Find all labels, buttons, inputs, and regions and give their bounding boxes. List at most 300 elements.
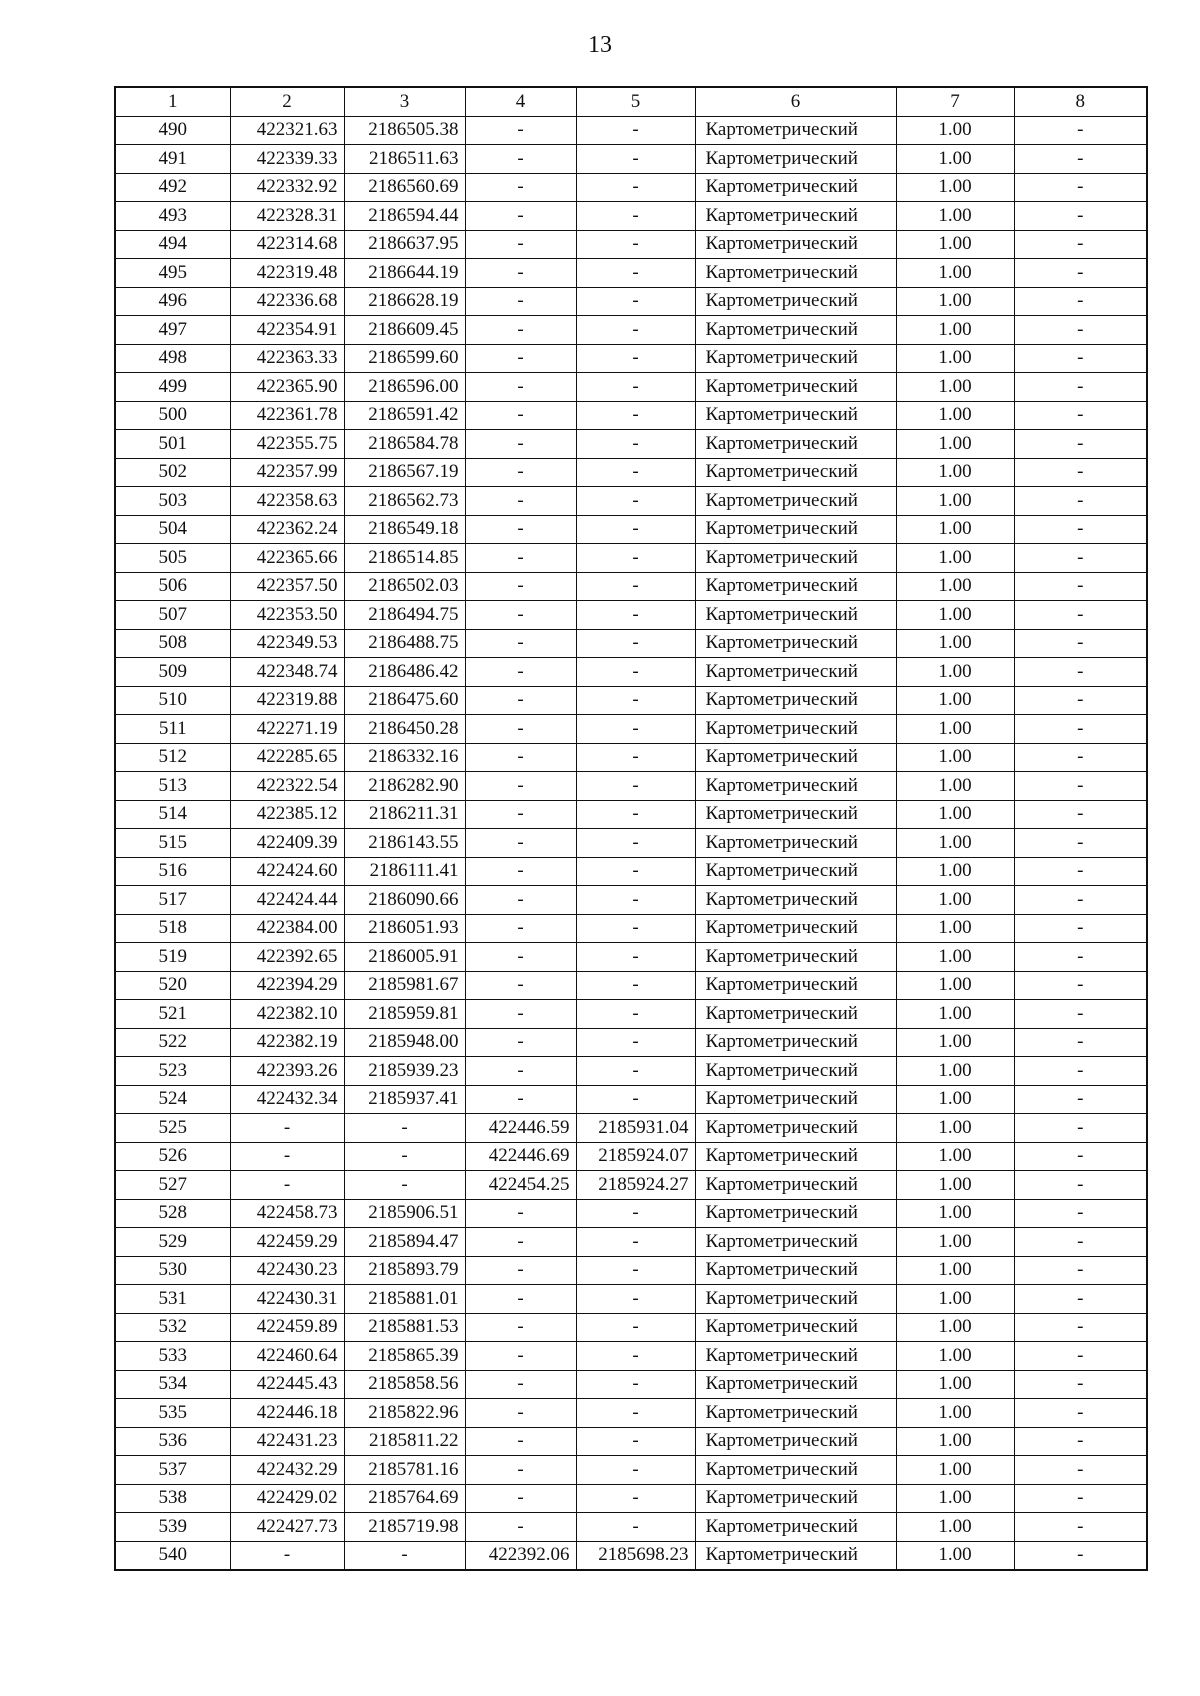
cell-x-coordinate: 422363.33 <box>230 344 344 373</box>
cell-y-coordinate-alt: - <box>576 1370 695 1399</box>
cell-accuracy: 1.00 <box>896 1484 1014 1513</box>
cell-method: Картометрический <box>695 1085 896 1114</box>
cell-point-number: 507 <box>115 601 230 630</box>
cell-point-number: 522 <box>115 1028 230 1057</box>
cell-y-coordinate: 2185981.67 <box>344 971 465 1000</box>
cell-accuracy: 1.00 <box>896 1427 1014 1456</box>
cell-note: - <box>1014 800 1147 829</box>
cell-y-coordinate-alt: - <box>576 886 695 915</box>
cell-point-number: 534 <box>115 1370 230 1399</box>
table-row <box>115 886 1147 915</box>
cell-x-coordinate: 422458.73 <box>230 1199 344 1228</box>
cell-accuracy: 1.00 <box>896 715 1014 744</box>
cell-y-coordinate: 2186584.78 <box>344 430 465 459</box>
cell-accuracy: 1.00 <box>896 1399 1014 1428</box>
table-row <box>115 629 1147 658</box>
cell-accuracy: 1.00 <box>896 1114 1014 1143</box>
cell-accuracy: 1.00 <box>896 344 1014 373</box>
cell-point-number: 524 <box>115 1085 230 1114</box>
cell-x-coordinate-alt: - <box>465 686 576 715</box>
cell-x-coordinate: 422459.29 <box>230 1228 344 1257</box>
column-header-2: 2 <box>230 87 344 116</box>
cell-method: Картометрический <box>695 857 896 886</box>
cell-point-number: 533 <box>115 1342 230 1371</box>
cell-accuracy: 1.00 <box>896 373 1014 402</box>
cell-method: Картометрический <box>695 1370 896 1399</box>
cell-method: Картометрический <box>695 1427 896 1456</box>
cell-point-number: 521 <box>115 1000 230 1029</box>
cell-x-coordinate: 422332.92 <box>230 173 344 202</box>
cell-x-coordinate: - <box>230 1142 344 1171</box>
cell-point-number: 530 <box>115 1256 230 1285</box>
cell-x-coordinate-alt: - <box>465 401 576 430</box>
cell-x-coordinate: 422446.18 <box>230 1399 344 1428</box>
cell-y-coordinate-alt: - <box>576 715 695 744</box>
cell-x-coordinate: 422460.64 <box>230 1342 344 1371</box>
cell-method: Картометрический <box>695 914 896 943</box>
cell-point-number: 517 <box>115 886 230 915</box>
table-row <box>115 344 1147 373</box>
cell-x-coordinate: 422384.00 <box>230 914 344 943</box>
cell-x-coordinate: 422393.26 <box>230 1057 344 1086</box>
cell-x-coordinate-alt: - <box>465 1427 576 1456</box>
cell-method: Картометрический <box>695 971 896 1000</box>
table-row <box>115 1114 1147 1143</box>
cell-method: Картометрический <box>695 202 896 231</box>
table-row <box>115 1028 1147 1057</box>
cell-accuracy: 1.00 <box>896 686 1014 715</box>
cell-method: Картометрический <box>695 344 896 373</box>
cell-y-coordinate-alt: - <box>576 686 695 715</box>
cell-x-coordinate-alt: - <box>465 259 576 288</box>
cell-point-number: 498 <box>115 344 230 373</box>
cell-accuracy: 1.00 <box>896 1513 1014 1542</box>
table-header <box>115 87 1147 116</box>
cell-accuracy: 1.00 <box>896 1057 1014 1086</box>
cell-accuracy: 1.00 <box>896 1000 1014 1029</box>
cell-accuracy: 1.00 <box>896 544 1014 573</box>
header-row <box>115 87 1147 116</box>
table-row <box>115 572 1147 601</box>
cell-note: - <box>1014 1085 1147 1114</box>
cell-y-coordinate: 2186111.41 <box>344 857 465 886</box>
cell-note: - <box>1014 1370 1147 1399</box>
cell-accuracy: 1.00 <box>896 259 1014 288</box>
cell-note: - <box>1014 658 1147 687</box>
cell-x-coordinate-alt: - <box>465 772 576 801</box>
cell-x-coordinate: 422322.54 <box>230 772 344 801</box>
cell-note: - <box>1014 601 1147 630</box>
cell-x-coordinate: 422424.44 <box>230 886 344 915</box>
table-row <box>115 743 1147 772</box>
cell-y-coordinate: 2186644.19 <box>344 259 465 288</box>
cell-y-coordinate-alt: - <box>576 629 695 658</box>
cell-x-coordinate: 422336.68 <box>230 287 344 316</box>
cell-note: - <box>1014 1199 1147 1228</box>
cell-note: - <box>1014 230 1147 259</box>
cell-y-coordinate: 2186514.85 <box>344 544 465 573</box>
cell-note: - <box>1014 344 1147 373</box>
cell-y-coordinate-alt: - <box>576 430 695 459</box>
cell-note: - <box>1014 1171 1147 1200</box>
cell-accuracy: 1.00 <box>896 629 1014 658</box>
cell-method: Картометрический <box>695 173 896 202</box>
cell-note: - <box>1014 715 1147 744</box>
cell-y-coordinate: 2185948.00 <box>344 1028 465 1057</box>
cell-note: - <box>1014 971 1147 1000</box>
cell-x-coordinate: 422430.31 <box>230 1285 344 1314</box>
cell-x-coordinate-alt: 422454.25 <box>465 1171 576 1200</box>
cell-y-coordinate: 2186211.31 <box>344 800 465 829</box>
table-row <box>115 971 1147 1000</box>
cell-note: - <box>1014 373 1147 402</box>
cell-x-coordinate-alt: - <box>465 544 576 573</box>
cell-note: - <box>1014 1142 1147 1171</box>
cell-point-number: 504 <box>115 515 230 544</box>
cell-note: - <box>1014 743 1147 772</box>
cell-note: - <box>1014 202 1147 231</box>
cell-method: Картометрический <box>695 487 896 516</box>
cell-x-coordinate-alt: - <box>465 1028 576 1057</box>
cell-x-coordinate: 422361.78 <box>230 401 344 430</box>
cell-y-coordinate: - <box>344 1541 465 1570</box>
cell-method: Картометрический <box>695 686 896 715</box>
page-number: 13 <box>588 32 612 58</box>
cell-method: Картометрический <box>695 1000 896 1029</box>
cell-y-coordinate: - <box>344 1142 465 1171</box>
cell-y-coordinate-alt: - <box>576 515 695 544</box>
cell-point-number: 496 <box>115 287 230 316</box>
cell-method: Картометрический <box>695 1456 896 1485</box>
cell-point-number: 526 <box>115 1142 230 1171</box>
cell-method: Картометрический <box>695 1513 896 1542</box>
cell-note: - <box>1014 1399 1147 1428</box>
cell-note: - <box>1014 1456 1147 1485</box>
cell-point-number: 503 <box>115 487 230 516</box>
cell-accuracy: 1.00 <box>896 914 1014 943</box>
cell-note: - <box>1014 629 1147 658</box>
cell-accuracy: 1.00 <box>896 1228 1014 1257</box>
cell-x-coordinate-alt: - <box>465 629 576 658</box>
cell-y-coordinate: 2186475.60 <box>344 686 465 715</box>
cell-method: Картометрический <box>695 658 896 687</box>
cell-point-number: 531 <box>115 1285 230 1314</box>
cell-method: Картометрический <box>695 544 896 573</box>
table-row <box>115 287 1147 316</box>
cell-x-coordinate-alt: - <box>465 601 576 630</box>
cell-x-coordinate: 422431.23 <box>230 1427 344 1456</box>
coordinates-table <box>114 86 1148 1571</box>
cell-point-number: 518 <box>115 914 230 943</box>
cell-method: Картометрический <box>695 829 896 858</box>
cell-y-coordinate: 2185811.22 <box>344 1427 465 1456</box>
cell-y-coordinate-alt: - <box>576 1456 695 1485</box>
cell-point-number: 514 <box>115 800 230 829</box>
cell-accuracy: 1.00 <box>896 1085 1014 1114</box>
cell-y-coordinate: 2185937.41 <box>344 1085 465 1114</box>
cell-note: - <box>1014 1285 1147 1314</box>
cell-y-coordinate-alt: - <box>576 601 695 630</box>
cell-method: Картометрический <box>695 601 896 630</box>
cell-method: Картометрический <box>695 1057 896 1086</box>
cell-point-number: 535 <box>115 1399 230 1428</box>
cell-x-coordinate-alt: - <box>465 1057 576 1086</box>
cell-x-coordinate: 422354.91 <box>230 316 344 345</box>
cell-y-coordinate-alt: - <box>576 202 695 231</box>
cell-x-coordinate-alt: - <box>465 344 576 373</box>
cell-method: Картометрический <box>695 1285 896 1314</box>
cell-x-coordinate: 422392.65 <box>230 943 344 972</box>
cell-point-number: 523 <box>115 1057 230 1086</box>
cell-accuracy: 1.00 <box>896 116 1014 145</box>
cell-y-coordinate: - <box>344 1114 465 1143</box>
cell-y-coordinate: 2186567.19 <box>344 458 465 487</box>
table-row <box>115 1142 1147 1171</box>
cell-y-coordinate: 2186637.95 <box>344 230 465 259</box>
cell-x-coordinate: - <box>230 1541 344 1570</box>
cell-x-coordinate: 422319.88 <box>230 686 344 715</box>
cell-x-coordinate: 422328.31 <box>230 202 344 231</box>
table-row <box>115 1399 1147 1428</box>
cell-note: - <box>1014 1484 1147 1513</box>
cell-method: Картометрический <box>695 1114 896 1143</box>
table-row <box>115 458 1147 487</box>
cell-y-coordinate: 2186594.44 <box>344 202 465 231</box>
cell-x-coordinate-alt: - <box>465 1228 576 1257</box>
table-row <box>115 658 1147 687</box>
cell-method: Картометрический <box>695 1171 896 1200</box>
cell-y-coordinate: 2186143.55 <box>344 829 465 858</box>
cell-note: - <box>1014 772 1147 801</box>
cell-y-coordinate-alt: - <box>576 1228 695 1257</box>
table-row <box>115 829 1147 858</box>
cell-x-coordinate-alt: - <box>465 1199 576 1228</box>
cell-x-coordinate-alt: - <box>465 800 576 829</box>
cell-accuracy: 1.00 <box>896 1171 1014 1200</box>
cell-y-coordinate: 2185865.39 <box>344 1342 465 1371</box>
cell-y-coordinate-alt: - <box>576 971 695 1000</box>
cell-accuracy: 1.00 <box>896 316 1014 345</box>
table-row <box>115 686 1147 715</box>
cell-x-coordinate: 422357.50 <box>230 572 344 601</box>
cell-note: - <box>1014 173 1147 202</box>
cell-y-coordinate: 2185881.53 <box>344 1313 465 1342</box>
cell-y-coordinate-alt: - <box>576 116 695 145</box>
cell-accuracy: 1.00 <box>896 230 1014 259</box>
cell-method: Картометрический <box>695 772 896 801</box>
table-row <box>115 914 1147 943</box>
cell-x-coordinate: 422285.65 <box>230 743 344 772</box>
cell-accuracy: 1.00 <box>896 800 1014 829</box>
table-row <box>115 1342 1147 1371</box>
cell-y-coordinate: 2186562.73 <box>344 487 465 516</box>
cell-point-number: 512 <box>115 743 230 772</box>
table-row <box>115 800 1147 829</box>
cell-y-coordinate-alt: - <box>576 401 695 430</box>
column-header-4: 4 <box>465 87 576 116</box>
cell-accuracy: 1.00 <box>896 1342 1014 1371</box>
cell-x-coordinate-alt: - <box>465 658 576 687</box>
cell-accuracy: 1.00 <box>896 1541 1014 1570</box>
table-row <box>115 173 1147 202</box>
cell-note: - <box>1014 116 1147 145</box>
cell-y-coordinate: 2186502.03 <box>344 572 465 601</box>
cell-accuracy: 1.00 <box>896 1142 1014 1171</box>
cell-note: - <box>1014 1513 1147 1542</box>
cell-x-coordinate: 422319.48 <box>230 259 344 288</box>
cell-y-coordinate: 2186628.19 <box>344 287 465 316</box>
cell-note: - <box>1014 145 1147 174</box>
cell-y-coordinate-alt: - <box>576 287 695 316</box>
cell-x-coordinate-alt: - <box>465 857 576 886</box>
cell-x-coordinate-alt: - <box>465 1484 576 1513</box>
cell-method: Картометрический <box>695 1541 896 1570</box>
cell-x-coordinate: 422427.73 <box>230 1513 344 1542</box>
cell-point-number: 511 <box>115 715 230 744</box>
cell-x-coordinate: 422432.34 <box>230 1085 344 1114</box>
cell-point-number: 536 <box>115 1427 230 1456</box>
cell-note: - <box>1014 829 1147 858</box>
cell-accuracy: 1.00 <box>896 658 1014 687</box>
cell-note: - <box>1014 316 1147 345</box>
cell-x-coordinate-alt: - <box>465 430 576 459</box>
cell-note: - <box>1014 1057 1147 1086</box>
cell-accuracy: 1.00 <box>896 1256 1014 1285</box>
cell-x-coordinate: 422365.66 <box>230 544 344 573</box>
cell-y-coordinate: 2185894.47 <box>344 1228 465 1257</box>
table-row <box>115 1256 1147 1285</box>
table-row <box>115 1313 1147 1342</box>
cell-y-coordinate-alt: - <box>576 658 695 687</box>
cell-x-coordinate: 422430.23 <box>230 1256 344 1285</box>
cell-accuracy: 1.00 <box>896 173 1014 202</box>
cell-y-coordinate-alt: 2185924.27 <box>576 1171 695 1200</box>
cell-method: Картометрический <box>695 886 896 915</box>
cell-note: - <box>1014 886 1147 915</box>
table-row <box>115 1456 1147 1485</box>
cell-point-number: 532 <box>115 1313 230 1342</box>
cell-y-coordinate: 2185939.23 <box>344 1057 465 1086</box>
cell-note: - <box>1014 401 1147 430</box>
cell-y-coordinate: 2186005.91 <box>344 943 465 972</box>
cell-method: Картометрический <box>695 458 896 487</box>
cell-y-coordinate-alt: 2185698.23 <box>576 1541 695 1570</box>
table-row <box>115 1285 1147 1314</box>
table-row <box>115 1541 1147 1570</box>
cell-accuracy: 1.00 <box>896 1285 1014 1314</box>
cell-method: Картометрический <box>695 116 896 145</box>
cell-x-coordinate-alt: - <box>465 458 576 487</box>
cell-note: - <box>1014 487 1147 516</box>
table-row <box>115 1199 1147 1228</box>
table-row <box>115 202 1147 231</box>
cell-y-coordinate: 2185881.01 <box>344 1285 465 1314</box>
cell-method: Картометрический <box>695 629 896 658</box>
cell-note: - <box>1014 1427 1147 1456</box>
cell-x-coordinate-alt: - <box>465 914 576 943</box>
cell-method: Картометрический <box>695 715 896 744</box>
cell-y-coordinate-alt: - <box>576 1342 695 1371</box>
cell-y-coordinate: 2186488.75 <box>344 629 465 658</box>
cell-note: - <box>1014 686 1147 715</box>
cell-y-coordinate: 2185764.69 <box>344 1484 465 1513</box>
cell-y-coordinate: 2186511.63 <box>344 145 465 174</box>
table-row <box>115 373 1147 402</box>
cell-accuracy: 1.00 <box>896 1370 1014 1399</box>
cell-x-coordinate: 422382.19 <box>230 1028 344 1057</box>
cell-accuracy: 1.00 <box>896 458 1014 487</box>
table-row <box>115 145 1147 174</box>
cell-x-coordinate-alt: - <box>465 829 576 858</box>
cell-x-coordinate-alt: 422446.59 <box>465 1114 576 1143</box>
cell-y-coordinate: 2186560.69 <box>344 173 465 202</box>
cell-point-number: 513 <box>115 772 230 801</box>
cell-note: - <box>1014 287 1147 316</box>
cell-point-number: 537 <box>115 1456 230 1485</box>
cell-y-coordinate: 2186591.42 <box>344 401 465 430</box>
cell-y-coordinate: 2186494.75 <box>344 601 465 630</box>
cell-x-coordinate-alt: - <box>465 1000 576 1029</box>
cell-note: - <box>1014 430 1147 459</box>
cell-x-coordinate-alt: - <box>465 971 576 1000</box>
cell-point-number: 520 <box>115 971 230 1000</box>
cell-y-coordinate: 2186609.45 <box>344 316 465 345</box>
cell-point-number: 506 <box>115 572 230 601</box>
cell-note: - <box>1014 259 1147 288</box>
cell-y-coordinate: 2185893.79 <box>344 1256 465 1285</box>
cell-method: Картометрический <box>695 1228 896 1257</box>
table-row <box>115 544 1147 573</box>
cell-note: - <box>1014 1114 1147 1143</box>
column-header-8: 8 <box>1014 87 1147 116</box>
cell-y-coordinate-alt: - <box>576 316 695 345</box>
cell-y-coordinate-alt: - <box>576 800 695 829</box>
cell-note: - <box>1014 1256 1147 1285</box>
cell-x-coordinate: 422349.53 <box>230 629 344 658</box>
cell-x-coordinate: 422429.02 <box>230 1484 344 1513</box>
cell-point-number: 515 <box>115 829 230 858</box>
cell-note: - <box>1014 1313 1147 1342</box>
cell-x-coordinate-alt: - <box>465 1513 576 1542</box>
cell-x-coordinate-alt: - <box>465 1085 576 1114</box>
cell-y-coordinate-alt: - <box>576 572 695 601</box>
table-row <box>115 715 1147 744</box>
table-row <box>115 1513 1147 1542</box>
table-row <box>115 1427 1147 1456</box>
cell-accuracy: 1.00 <box>896 515 1014 544</box>
cell-y-coordinate-alt: - <box>576 1057 695 1086</box>
cell-y-coordinate-alt: - <box>576 259 695 288</box>
cell-method: Картометрический <box>695 287 896 316</box>
cell-y-coordinate-alt: - <box>576 1028 695 1057</box>
cell-point-number: 528 <box>115 1199 230 1228</box>
cell-note: - <box>1014 515 1147 544</box>
cell-y-coordinate: 2186549.18 <box>344 515 465 544</box>
cell-y-coordinate-alt: - <box>576 458 695 487</box>
cell-point-number: 497 <box>115 316 230 345</box>
cell-accuracy: 1.00 <box>896 886 1014 915</box>
cell-y-coordinate-alt: - <box>576 544 695 573</box>
cell-y-coordinate: 2185959.81 <box>344 1000 465 1029</box>
cell-method: Картометрический <box>695 230 896 259</box>
cell-y-coordinate: 2186450.28 <box>344 715 465 744</box>
cell-y-coordinate-alt: - <box>576 1513 695 1542</box>
cell-y-coordinate: - <box>344 1171 465 1200</box>
cell-y-coordinate-alt: - <box>576 487 695 516</box>
cell-x-coordinate: 422445.43 <box>230 1370 344 1399</box>
cell-accuracy: 1.00 <box>896 971 1014 1000</box>
cell-method: Картометрический <box>695 572 896 601</box>
